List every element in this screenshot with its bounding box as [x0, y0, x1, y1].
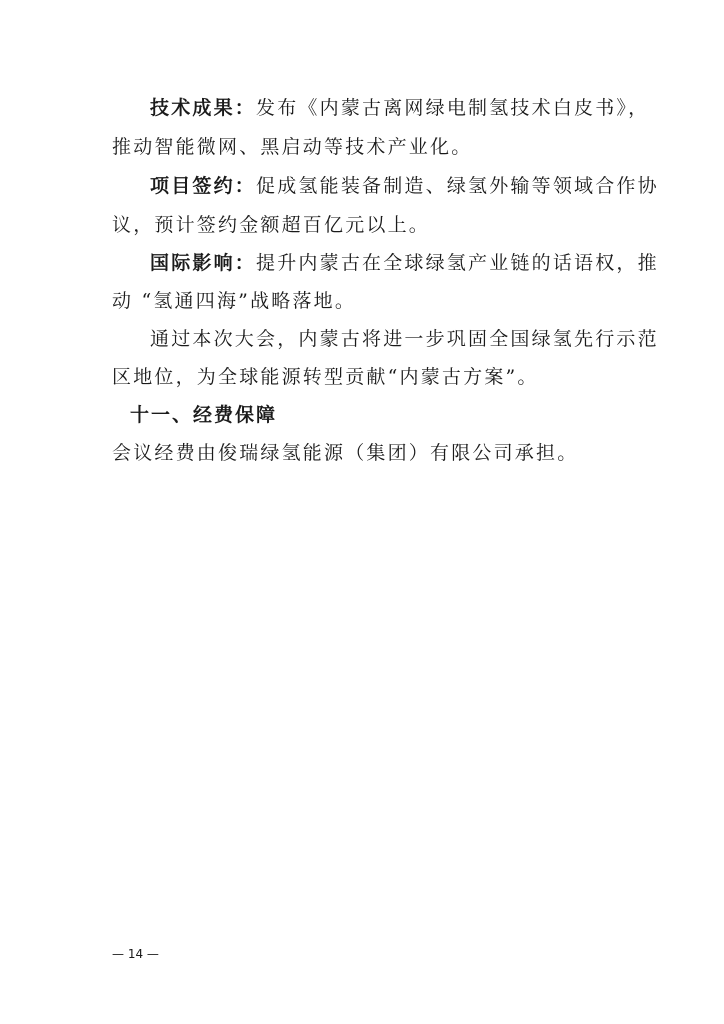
intl-impact-line-1	[150, 250, 659, 276]
tech-results-text: 发布《内蒙古离网绿电制氢技术白皮书》，	[256, 97, 650, 119]
summary-line-1: 通过本次大会，内蒙古将进一步巩固全国绿氢先行示范	[150, 328, 659, 350]
project-signing-line-2: 议，预计签约金额超百亿元以上。	[112, 214, 431, 236]
tech-results-line-1	[150, 95, 649, 121]
summary-line-2: 区地位，为全球能源转型贡献“内蒙古方案”。	[112, 366, 539, 388]
intl-impact-text: 提升内蒙古在全球绿氢产业链的话语权，推	[256, 252, 659, 274]
page-number: — 14 —	[112, 947, 159, 961]
project-signing-label: 项目签约：	[150, 175, 257, 197]
section-heading-funding: 十一、经费保障	[130, 404, 278, 426]
funding-body-text: 会议经费由俊瑞绿氢能源（集团）有限公司承担。	[112, 442, 579, 464]
intl-impact-line-2: 动 “氢通四海”战略落地。	[112, 290, 357, 312]
intl-impact-label: 国际影响：	[150, 252, 257, 274]
project-signing-line-1	[150, 173, 659, 199]
project-signing-text: 促成氢能装备制造、绿氢外输等领域合作协	[256, 175, 659, 197]
tech-results-label: 技术成果：	[150, 97, 257, 119]
tech-results-line-2: 推动智能微网、黑启动等技术产业化。	[112, 136, 473, 158]
